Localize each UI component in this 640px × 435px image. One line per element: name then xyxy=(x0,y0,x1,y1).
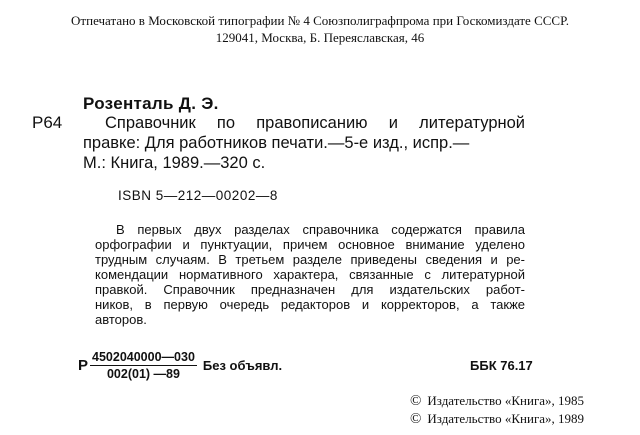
copyright-icon: © xyxy=(410,393,422,409)
annotation-line-6: ников, в первую очередь редакторов и корректоров, а также xyxy=(95,297,525,312)
bbk-code: ББК 76.17 xyxy=(470,358,533,373)
annotation-line-2: орфографии и пунктуации, причем основное внимание уделено xyxy=(95,237,525,252)
copyright-text-2: Издательство «Книга», 1989 xyxy=(427,411,585,426)
annotation xyxy=(95,222,525,327)
copyright-text-1: Издательство «Книга», 1985 xyxy=(427,393,585,408)
title-line-2: правке: Для работников печати.—5-е изд., испр.— xyxy=(83,134,470,152)
annotation-line-4: комендации нормативного характера, связанные с литературной xyxy=(95,267,525,282)
price-code-denominator: 002(01) —89 xyxy=(106,367,180,381)
annotation-line-1: В первых двух разделах справочника содержатся правила xyxy=(116,222,525,237)
copyright-line-2 xyxy=(410,411,584,428)
author-name: Розенталь Д. Э. xyxy=(83,94,219,113)
annotation-line-7: авторов. xyxy=(95,312,147,327)
price-code-numerator: 4502040000—030 xyxy=(92,350,195,364)
annotation-line-3: трудным случаям. В третьем разделе приведены сведения и ре- xyxy=(95,252,525,267)
isbn: ISBN 5—212—00202—8 xyxy=(118,188,278,203)
udc-code: Р64 xyxy=(32,113,63,132)
book-title-block xyxy=(83,113,525,173)
title-line-1: Справочник по правописанию и литературной xyxy=(105,114,525,132)
price-code-note: Без объявл. xyxy=(202,358,283,373)
price-code-fraction xyxy=(90,350,197,381)
price-code xyxy=(78,350,282,381)
printing-note-line-2: 129041, Москва, Б. Переяславская, 46 xyxy=(215,30,425,45)
annotation-line-5: правкой. Справочник предназначен для издательских работ- xyxy=(95,282,525,297)
printing-note xyxy=(0,12,640,46)
printing-note-line-1: Отпечатано в Московской типографии № 4 Союзполиграфпрома при Госкомиздате СССР. xyxy=(71,13,569,28)
copyright-icon: © xyxy=(410,411,422,427)
price-code-letter: Р xyxy=(78,357,89,374)
copyright-line-1 xyxy=(410,393,584,410)
title-line-3: М.: Книга, 1989.—320 с. xyxy=(83,154,266,172)
